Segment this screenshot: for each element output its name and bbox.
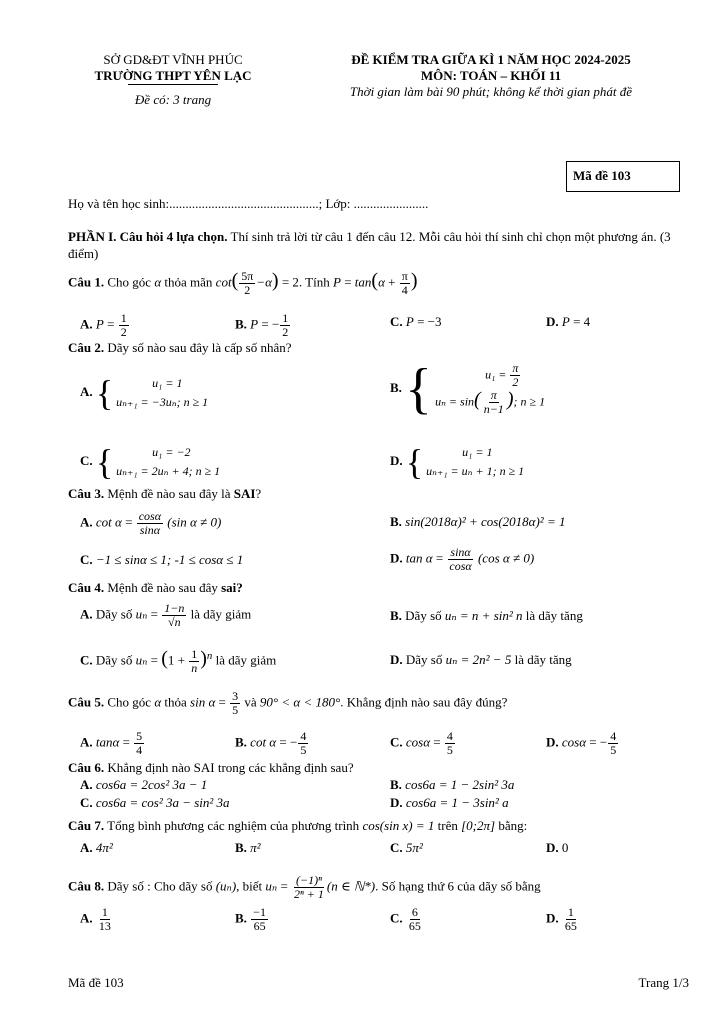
header-underline xyxy=(128,84,218,85)
exam-code: Mã đề 103 xyxy=(573,168,631,183)
question-number: Câu 2. xyxy=(68,340,105,355)
question-text: bằng: xyxy=(495,818,528,833)
question-text: Tổng bình phương các nghiệm của phương trình xyxy=(104,818,363,833)
question-text: Cho góc xyxy=(104,274,155,290)
q2-option-c[interactable]: C. { u₁ = −2 uₙ₊₁ = 2uₙ + 4; n ≥ 1 xyxy=(80,442,221,482)
question-text: trên xyxy=(434,818,462,833)
question-4 xyxy=(68,580,694,596)
q5-option-c[interactable]: C. cosα = $\frac{4}{5}$ xyxy=(390,729,453,757)
q3-option-d[interactable]: D. tan α = $\frac{\sin\alpha}{\cos\alpha}$ (cos α ≠ 0) xyxy=(390,545,535,573)
school-name: TRƯỜNG THPT YÊN LẠC xyxy=(94,68,252,83)
q3-option-c[interactable]: C. −1 ≤ sinα ≤ 1; -1 ≤ cosα ≤ 1 xyxy=(80,552,244,567)
question-text: Mệnh đề nào sau đây là xyxy=(104,486,234,501)
question-text: Dãy số : Cho dãy số xyxy=(104,878,216,894)
question-text: Mệnh đề nào sau đây xyxy=(104,580,222,595)
q4-option-a[interactable]: A. Dãy số uₙ = $\frac{1-n}{√n}$ là dãy giảm xyxy=(80,601,252,629)
question-7: Câu 7. Tổng bình phương các nghiệm của phương trình cos(sin x) = 1 trên [0;2π] bằng: xyxy=(68,818,528,833)
exam-subject: MÔN: TOÁN – KHỐI 11 xyxy=(420,68,562,83)
footer-exam-code: Mã đề 103 xyxy=(68,975,124,990)
q3-option-b[interactable]: B. sin(2018α)² + cos(2018α)² = 1 xyxy=(390,514,566,529)
question-number: Câu 8. xyxy=(68,878,105,894)
q1-option-b[interactable]: B. P = − $\frac{1}{2}$ xyxy=(235,311,289,339)
footer-page-number: Trang 1/3 xyxy=(638,975,689,990)
question-number: Câu 6. xyxy=(68,760,105,775)
question-text: ? xyxy=(255,486,262,501)
q2-option-b[interactable]: B. { u₁ = $\frac{\pi}{2}$ uₙ = sin( $\frac{\pi}{n-1}$ ); n ≥ 1 xyxy=(390,358,546,420)
department-name: SỞ GD&ĐT VĨNH PHÚC xyxy=(103,52,243,67)
question-text: thỏa xyxy=(161,694,191,710)
q7-option-a[interactable]: A. 4π² xyxy=(80,840,113,855)
exam-title: ĐỀ KIỂM TRA GIỮA KÌ 1 NĂM HỌC 2024-2025 xyxy=(351,52,631,67)
q2-option-d[interactable]: D. { u₁ = 1 uₙ₊₁ = uₙ + 1; n ≥ 1 xyxy=(390,442,525,482)
part1-text: Thí sinh trả lời từ câu 1 đến câu 12. Mỗi câu hỏi thí sinh chỉ chọn một phương án. (3 điểm) xyxy=(68,229,671,261)
q4-option-c[interactable]: C. Dãy số uₙ = (1 + $\frac{1}{n}$ )$^n$ là dãy giảm xyxy=(80,647,277,675)
question-emphasis: SAI xyxy=(233,486,256,501)
question-2 xyxy=(68,340,694,356)
question-text: Dãy số nào sau đây là cấp số nhân? xyxy=(104,340,292,355)
school-header xyxy=(60,52,286,108)
q1-option-a[interactable]: A. P = $\frac{1}{2}$ xyxy=(80,311,127,339)
q7-option-d[interactable]: D. 0 xyxy=(546,840,569,855)
part1-instructions xyxy=(68,228,694,262)
question-text: Cho góc xyxy=(104,694,155,710)
question-1: Câu 1. Cho góc α thỏa mãn cot( $\frac{5\pi}{2}$ −α) = 2. Tính P = tan(α + $\frac{\pi}{4}$ ) xyxy=(68,269,418,297)
q3-option-a[interactable]: A. cot α = $\frac{\cos\alpha}{\sin\alpha}$ (sin α ≠ 0) xyxy=(80,509,222,537)
question-3 xyxy=(68,486,694,502)
q7-option-c[interactable]: C. 5π² xyxy=(390,840,423,855)
question-text: . Tính xyxy=(298,274,333,290)
question-number: Câu 7. xyxy=(68,818,105,833)
q6-option-c[interactable]: C. cos6a = cos² 3a − sin² 3a xyxy=(80,795,230,810)
q2-option-a[interactable]: A. { u₁ = 1 uₙ₊₁ = −3uₙ; n ≥ 1 xyxy=(80,373,209,413)
q8-option-b[interactable]: B. $\frac{-1}{65}$ xyxy=(235,905,266,933)
question-number: Câu 5. xyxy=(68,694,105,710)
question-number: Câu 4. xyxy=(68,580,105,595)
page-count: Đề có: 3 trang xyxy=(134,92,212,107)
q6-option-a[interactable]: A. cos6a = 2cos² 3a − 1 xyxy=(80,777,208,792)
student-info-line: Họ và tên học sinh:..............................................; Lớp: ....................... xyxy=(68,196,429,211)
q1-option-c[interactable]: C. P = −3 xyxy=(390,314,442,329)
question-number: Câu 1. xyxy=(68,274,105,290)
q8-option-d[interactable]: D. $\frac{1}{65}$ xyxy=(546,905,577,933)
question-text: . Khẳng định nào sau đây đúng? xyxy=(340,694,508,710)
q4-option-b[interactable]: B. Dãy số uₙ = n + sin² n là dãy tăng xyxy=(390,608,583,623)
question-text: . Số hạng thứ 6 của dãy số bằng xyxy=(375,878,541,894)
q8-option-c[interactable]: C. $\frac{6}{65}$ xyxy=(390,905,421,933)
q4-option-d[interactable]: D. Dãy số uₙ = 2n² − 5 là dãy tăng xyxy=(390,652,572,667)
q1-option-d[interactable]: D. P = 4 xyxy=(546,314,591,329)
q6-option-d[interactable]: D. cos6a = 1 − 3sin² a xyxy=(390,795,509,810)
exam-code-box xyxy=(566,161,680,192)
question-6 xyxy=(68,760,694,776)
q6-option-b[interactable]: B. cos6a = 1 − 2sin² 3a xyxy=(390,777,515,792)
q5-option-b[interactable]: B. cot α = − $\frac{4}{5}$ xyxy=(235,729,307,757)
question-5: Câu 5. Cho góc α thỏa sin α = $\frac{3}{5}$ và 90° < α < 180°. Khẳng định nào sau đây đúng? xyxy=(68,689,508,717)
exam-time: Thời gian làm bài 90 phút; không kể thời gian phát đề xyxy=(349,84,633,99)
question-number: Câu 3. xyxy=(68,486,105,501)
q7-option-b[interactable]: B. π² xyxy=(235,840,261,855)
q5-option-d[interactable]: D. cosα = − $\frac{4}{5}$ xyxy=(546,729,617,757)
question-text: Khẳng định nào SAI trong các khẳng định sau? xyxy=(104,760,354,775)
q8-option-a[interactable]: A. $\frac{1}{13}$ xyxy=(80,905,111,933)
question-text: và xyxy=(241,694,260,710)
question-text: , biết xyxy=(236,878,266,894)
question-8: Câu 8. Dãy số : Cho dãy số (uₙ), biết uₙ = $\frac{\text{(−1)ⁿ}}{\text{2ⁿ + 1}}$ (n ∈ ℕ*). Số hạng thứ 6 của dãy số bằng xyxy=(68,873,541,901)
exam-header xyxy=(318,52,664,100)
part1-title: PHẦN I. Câu hỏi 4 lựa chọn. xyxy=(68,229,228,244)
q5-option-a[interactable]: A. tanα = $\frac{5}{4}$ xyxy=(80,729,143,757)
question-text: thỏa mãn xyxy=(161,274,216,290)
question-emphasis: sai? xyxy=(221,580,243,595)
